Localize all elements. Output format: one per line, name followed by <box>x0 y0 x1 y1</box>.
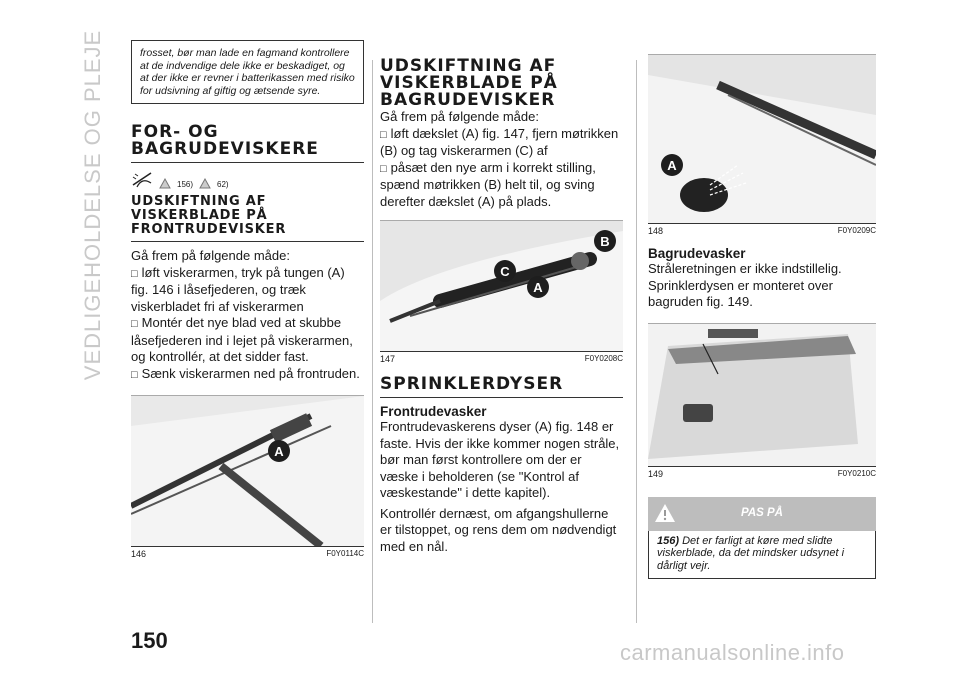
figure-code: F0Y0209C <box>837 226 876 235</box>
note-text: Det er farligt at køre med slidte viskerblade, da det mindsker udsynet i dårligt vejr. <box>657 534 845 572</box>
icon-refs <box>131 169 364 189</box>
callout-label: B <box>600 234 610 249</box>
step-item: □ løft dækslet (A) fig. 147, fjern møtrikken (B) og tag viskerarmen (C) af <box>380 126 623 160</box>
side-title: VEDLIGEHOLDELSE OG PLEJE <box>80 29 105 381</box>
icon-ref-1: 156) <box>177 180 194 189</box>
caution-box-header <box>648 497 876 531</box>
heading-rule <box>380 397 623 398</box>
step-item: □ påsæt den nye arm i korrekt stilling, spænd møtrikken (B) helt til, og sving derefter dækslet (A) på plads. <box>380 160 623 211</box>
callout-label: A <box>667 158 677 173</box>
column-1 <box>131 40 364 559</box>
wiper-icon <box>131 169 153 189</box>
figure-caption <box>131 549 364 559</box>
subheading: Bagrudevasker <box>648 246 746 261</box>
callout-label: A <box>533 280 543 295</box>
paragraph: Kontrollér dernæst, om afgangshullerne er tilstoppet, og rens dem om nødvendigt med en nål. <box>380 505 617 554</box>
caution-label: PAS PÅ <box>741 506 783 519</box>
callout-label: C <box>500 264 510 279</box>
column-divider <box>636 60 637 623</box>
page-number: 150 <box>131 628 168 653</box>
figure-code: F0Y0210C <box>837 468 876 478</box>
note-ref: 156) <box>657 534 680 547</box>
footer-watermark: carmanualsonline.info <box>620 640 845 665</box>
heading-rule <box>131 241 364 242</box>
paragraph: Frontrudevaskerens dyser (A) fig. 148 er faste. Hvis der ikke kommer nogen stråle, bør man først kontrollere om der er væske i beholderen (se "Kontrol af væskestande" i dette kapitel). <box>380 419 620 500</box>
callout-label: A <box>274 444 284 459</box>
subheading: Frontrudevasker <box>380 404 487 419</box>
paragraph: Stråleretningen er ikke indstillelig. Sprinklerdysen er monteret over bagruden fig. 149. <box>648 261 842 309</box>
icon-ref-2: 62) <box>217 180 229 189</box>
subsection-heading: UDSKIFTNING AF VISKERBLADE PÅ BAGRUDEVISKER <box>380 56 558 110</box>
figure-149 <box>648 323 876 467</box>
step-item: □ Montér det nye blad ved at skubbe låsefjederen ind i lejet på viskerarmen, og kontrollér, at det sidder fast. <box>131 315 364 366</box>
warning-box: frosset, bør man lade en fagmand kontrollere at de indvendige dele ikke er beskadiget, og at der ikke er revner i batterikassen med risiko for udsivning af giftig og ætsende syre. <box>131 40 364 104</box>
figure-caption <box>648 226 876 236</box>
figure-caption <box>380 354 623 364</box>
figure-number: 146 <box>131 549 147 559</box>
step-item: □ Sænk viskerarmen ned på frontruden. <box>131 366 364 384</box>
column-divider <box>372 60 373 623</box>
intro-text: Gå frem på følgende måde: <box>131 248 290 263</box>
windshield-wiper-illustration <box>131 396 364 546</box>
section-heading: FOR- OG BAGRUDEVISKERE <box>131 122 319 159</box>
intro-text: Gå frem på følgende måde: <box>380 109 539 124</box>
warning-triangle-icon <box>159 178 171 189</box>
figure-147 <box>380 220 623 352</box>
rear-washer-illustration <box>648 324 876 466</box>
figure-caption <box>648 469 876 479</box>
column-2 <box>380 40 623 555</box>
figure-148 <box>648 54 876 224</box>
figure-number: 148 <box>648 226 664 236</box>
step-item: □ løft viskerarmen, tryk på tungen (A) fig. 146 i låsefjederen, og træk viskerbladet fri af viskerarmen <box>131 265 364 316</box>
heading-rule <box>131 162 364 163</box>
figure-number: 149 <box>648 468 664 479</box>
figure-number: 147 <box>380 354 396 364</box>
warning-triangle-icon <box>199 178 211 189</box>
figure-146 <box>131 395 364 547</box>
subsection-heading: UDSKIFTNING AF VISKERBLADE PÅ FRONTRUDEVISKER <box>131 194 287 237</box>
section-heading: SPRINKLERDYSER <box>380 374 564 394</box>
washer-nozzle-illustration <box>648 55 876 223</box>
caution-note <box>648 531 876 580</box>
figure-code: F0Y0208C <box>584 354 623 363</box>
rear-wiper-illustration <box>380 221 623 351</box>
figure-code: F0Y0114C <box>326 549 364 558</box>
column-3 <box>648 40 876 579</box>
